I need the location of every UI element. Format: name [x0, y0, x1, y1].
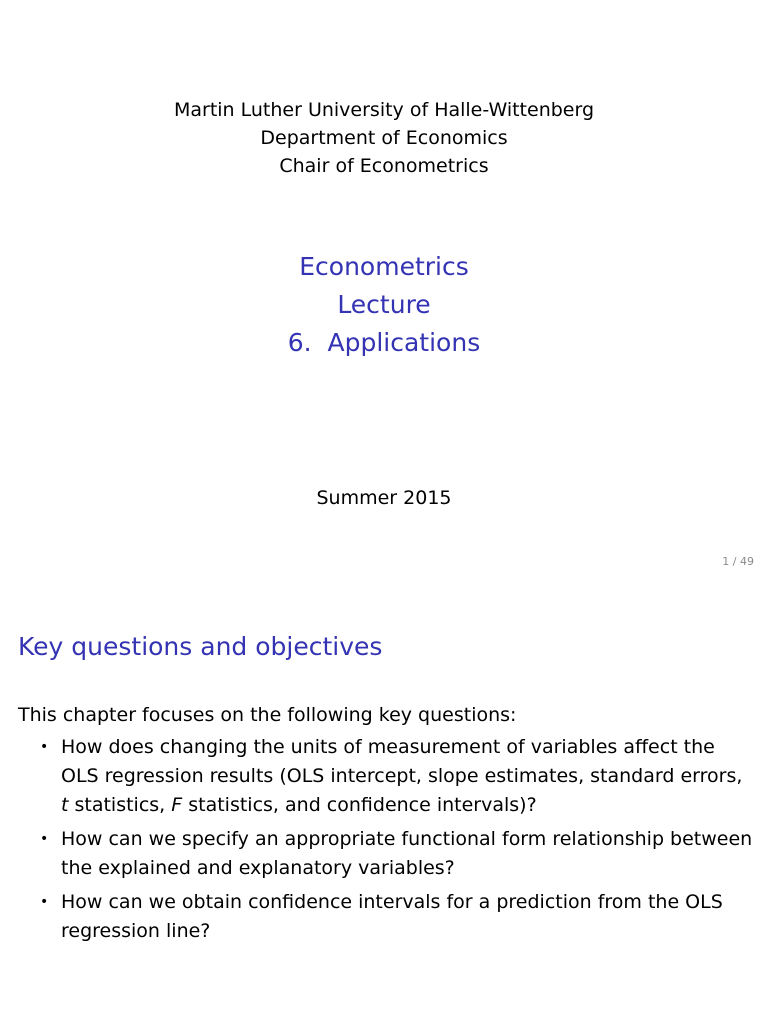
lecture-title-block	[0, 248, 768, 362]
bullet-line-with-math	[61, 791, 758, 820]
lecture-topic: 6. Applications	[287, 328, 481, 357]
intro-text: This chapter focuses on the following key questions:	[18, 704, 517, 726]
bullet-line: How can we specify an appropriate functional form relationship between	[61, 828, 753, 850]
frame-title: Key questions and objectives	[18, 632, 383, 661]
bullet-list	[18, 733, 758, 946]
bullet-text: statistics,	[68, 794, 172, 816]
bullet-line: the explained and explanatory variables?	[61, 857, 455, 879]
bullet-icon: •	[40, 894, 49, 910]
bullet-line: How does changing the units of measurement of variables affect the	[61, 736, 715, 758]
slide-body	[18, 701, 758, 951]
lecture-label: Lecture	[337, 290, 431, 319]
list-item	[18, 733, 758, 820]
math-variable-t: t	[61, 794, 69, 816]
list-item	[18, 825, 758, 883]
bullet-text: statistics, and confidence intervals)?	[182, 794, 537, 816]
page-number: 1 / 49	[722, 555, 754, 568]
content-slide	[0, 585, 768, 1024]
semester-date: Summer 2015	[316, 487, 452, 509]
chair-name: Chair of Econometrics	[279, 155, 489, 177]
bullet-icon: •	[40, 739, 49, 755]
institution-block	[0, 96, 768, 180]
math-variable-f: F	[171, 794, 183, 816]
list-item	[18, 888, 758, 946]
bullet-line: How can we obtain confidence intervals for a prediction from the OLS	[61, 891, 723, 913]
bullet-icon: •	[40, 831, 49, 847]
bullet-line: regression line?	[61, 920, 211, 942]
university-name: Martin Luther University of Halle-Wittenberg	[173, 99, 595, 121]
department-name: Department of Economics	[260, 127, 508, 149]
course-title: Econometrics	[299, 252, 469, 281]
bullet-line: OLS regression results (OLS intercept, slope estimates, standard errors,	[61, 765, 743, 787]
